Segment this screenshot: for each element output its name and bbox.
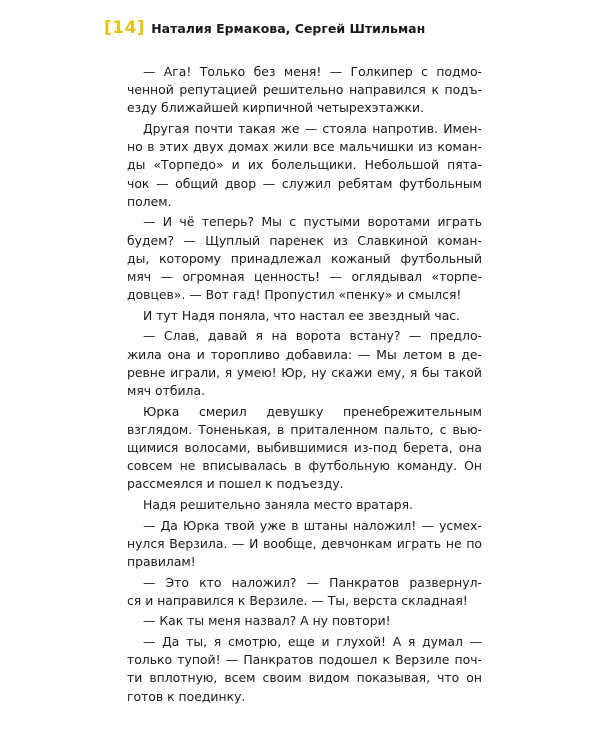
text-line: ды, которому принадлежал кожаный футбольный xyxy=(127,250,482,266)
text-line: И тут Надя поняла, что настал ее звездный час. xyxy=(143,307,461,323)
text-line: готов к поединку. xyxy=(127,688,246,704)
text-line: — Ага! Только без меня! — Голкипер с подмо- xyxy=(143,64,482,79)
text-line: Другая почти такая же — стояла напротив. Имен- xyxy=(143,121,482,136)
paragraph xyxy=(127,517,482,572)
text-line: чок — общий двор — служил ребятам футбольным xyxy=(127,175,482,191)
text-line: Надя решительно заняла место вратаря. xyxy=(143,497,413,513)
running-header xyxy=(104,18,425,38)
paragraph xyxy=(127,633,482,706)
text-line: рассмеялся и пошел к подъезду. xyxy=(127,476,344,492)
text-line: ти вплотную, всем своим видом показывая, что он xyxy=(127,670,482,686)
text-line: правилам! xyxy=(127,554,196,570)
paragraph xyxy=(127,612,482,630)
paragraph xyxy=(127,327,482,400)
text-line: довцев». — Вот гад! Пропустил «пенку» и смылся! xyxy=(127,287,462,303)
page-number: [14] xyxy=(104,18,146,38)
text-line: полем. xyxy=(127,193,172,209)
text-line: езду ближайшей кирпичной четырехэтажки. xyxy=(127,100,424,116)
text-line: мяч отбила. xyxy=(127,383,206,399)
paragraph xyxy=(127,63,482,118)
text-line: взглядом. Тоненькая, в приталенном пальто, с вью- xyxy=(127,421,482,437)
text-line: ревне играли, я умею! Юр, ну скажи ему, я бы такой xyxy=(127,364,482,380)
text-line: мяч — огромная ценность! — оглядывал «торпе- xyxy=(127,269,482,285)
text-line: — Как ты меня назвал? А ну повтори! xyxy=(143,613,391,629)
text-line: ченной репутацией решительно направился к подъ- xyxy=(127,82,482,98)
text-line: — Да ты, я смотрю, еще и глухой! А я думал — xyxy=(143,634,482,649)
paragraph xyxy=(127,307,482,325)
text-line: ды «Торпедо» и их болельщики. Небольшой пята- xyxy=(127,157,482,173)
paragraph xyxy=(127,120,482,211)
text-line: — Да Юрка твой уже в штаны наложил! — усмех- xyxy=(143,517,482,533)
text-line: жила она и торопливо добавила: — Мы летом в де- xyxy=(127,346,482,362)
text-line: будем? — Щуплый паренек из Славкиной коман- xyxy=(127,232,482,248)
text-line: — Это кто наложил? — Панкратов развернул- xyxy=(143,574,482,590)
text-line: ся и направился к Верзиле. — Ты, верста складная! xyxy=(127,592,468,608)
text-line: — И чё теперь? Мы с пустыми воротами играть xyxy=(143,214,482,230)
text-line: но в этих двух домах жили все мальчишки из коман- xyxy=(127,139,482,155)
text-line: совсем не вписывалась в футбольную команду. Он xyxy=(127,458,482,474)
paragraph xyxy=(127,496,482,514)
text-line: только тупой! — Панкратов подошел к Верзиле поч- xyxy=(127,652,482,668)
paragraph xyxy=(127,213,482,304)
paragraph xyxy=(127,403,482,494)
text-line: нулся Верзила. — И вообще, девчонкам играть не по xyxy=(127,535,482,551)
text-line: щимися волосами, выбившимися из-под берета, она xyxy=(127,440,482,456)
body-text xyxy=(127,63,482,708)
paragraph xyxy=(127,574,482,610)
authors-header: Наталия Ермакова, Сергей Штильман xyxy=(151,21,426,36)
text-line: Юрка смерил девушку пренебрежительным xyxy=(143,403,482,419)
text-line: — Слав, давай я на ворота встану? — предло- xyxy=(143,328,482,344)
